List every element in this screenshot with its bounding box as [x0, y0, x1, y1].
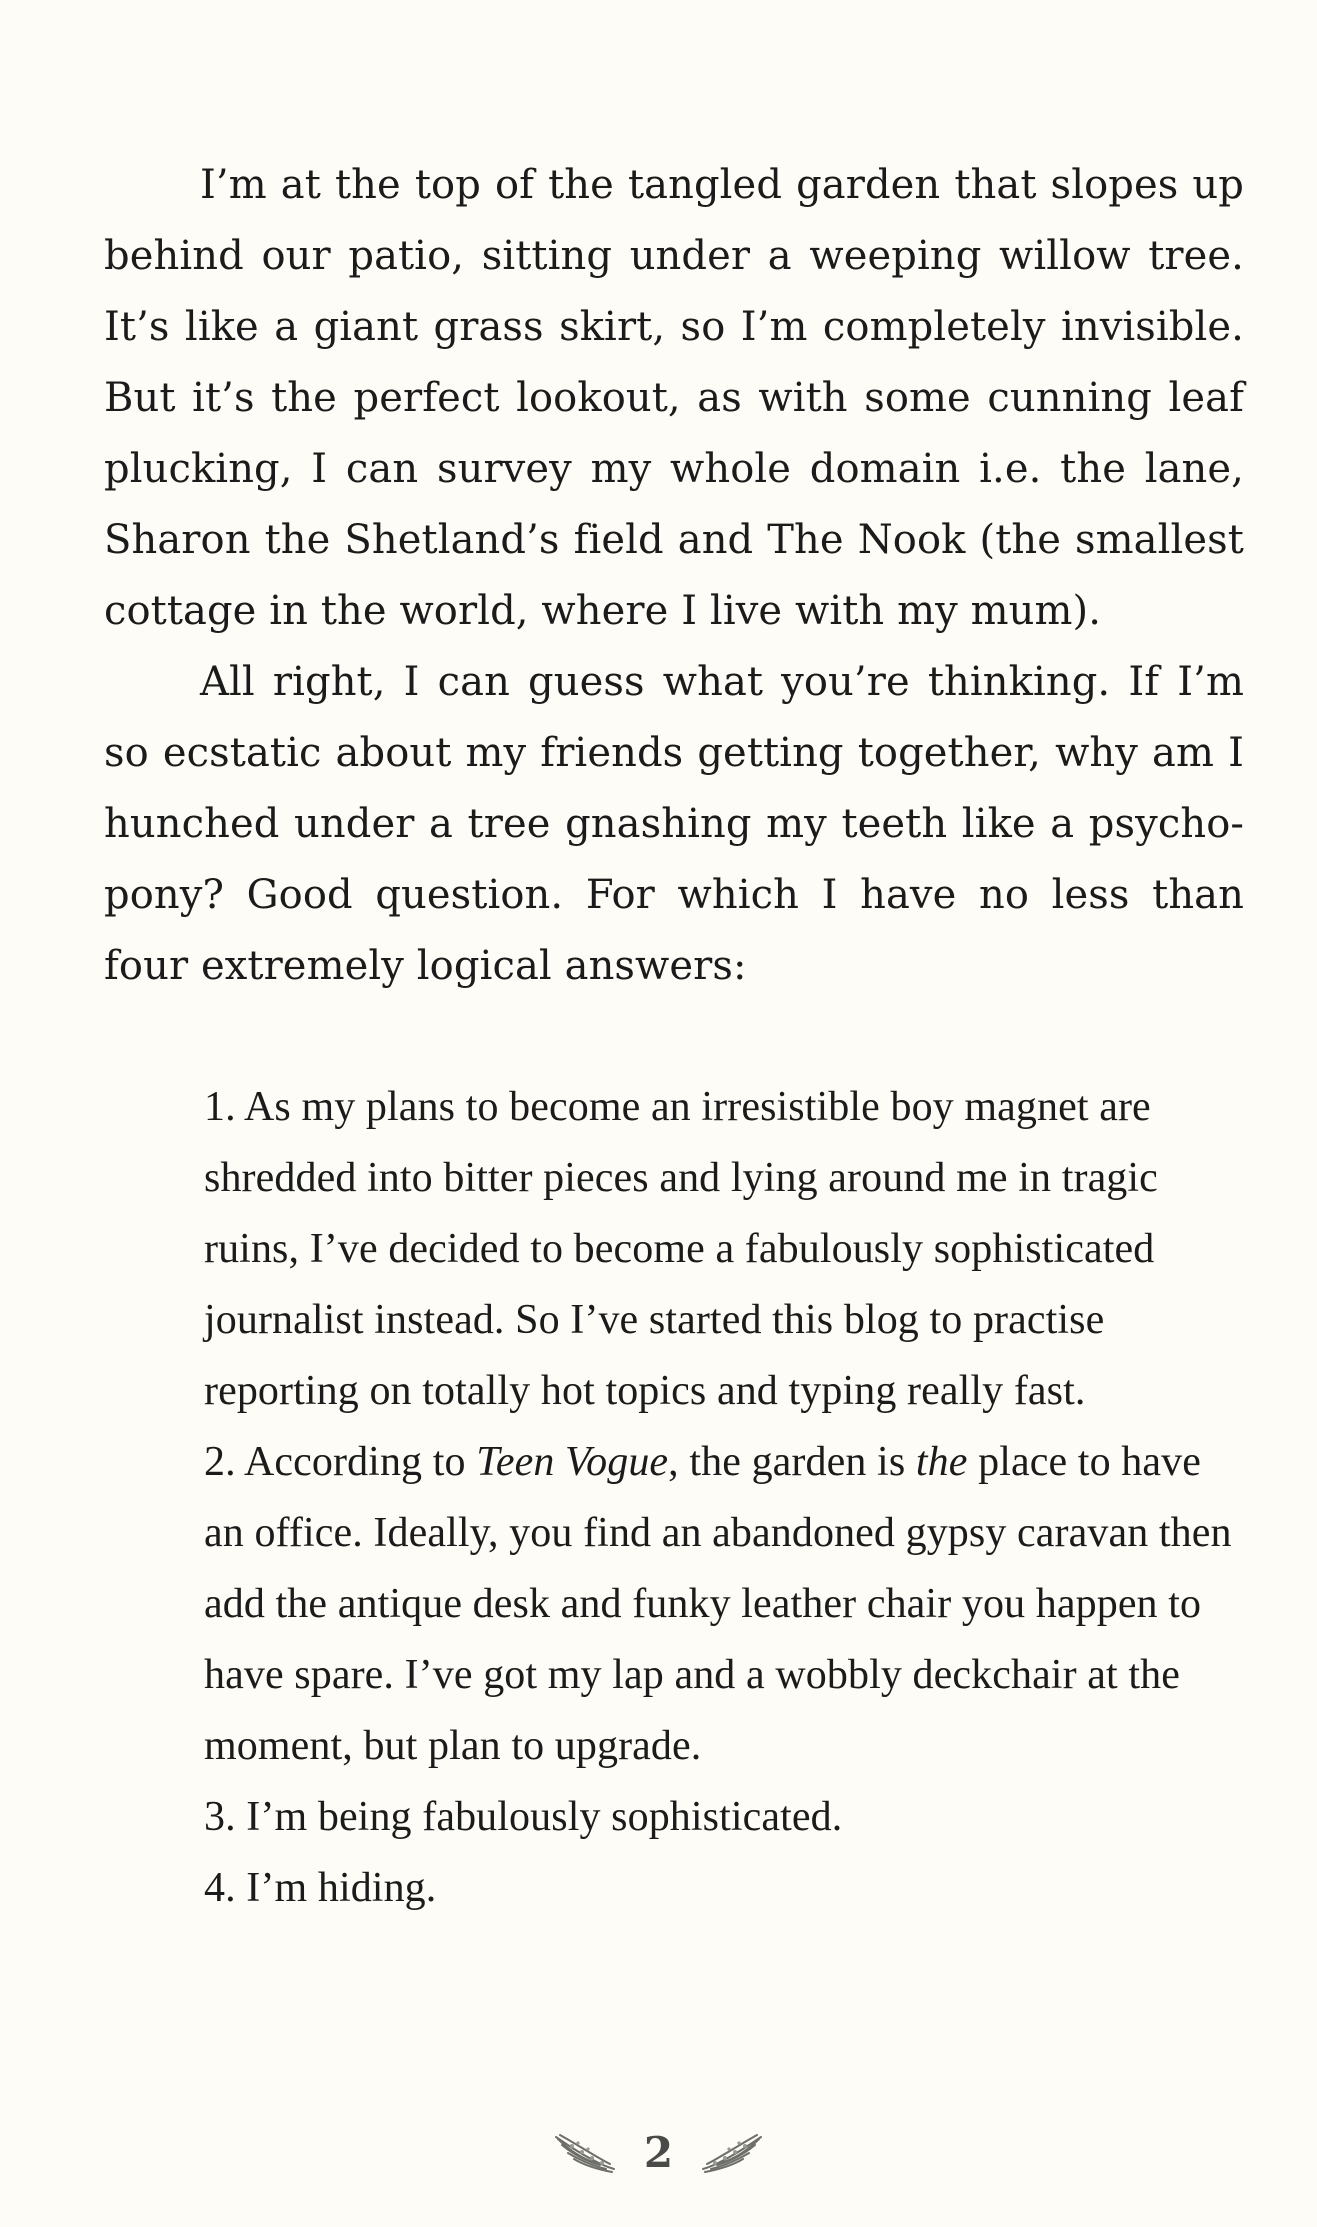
- paragraph-1: I’m at the top of the tangled garden that slopes up behind our patio, sitting under a weeping willow tree. It’s like a giant grass skirt, so I’m completely invisible. But it’s the perfect lookout, as with some cunning leaf plucking, I can survey my whole domain i.e. the lane, Sharon the Shetland’s field and The Nook (the smallest cottage in the world, where I live with my mum).: [104, 162, 1244, 634]
- answer-item-2: [204, 1427, 1244, 1782]
- page-footer: [0, 2118, 1317, 2188]
- wing-right-icon: [699, 2131, 765, 2175]
- paragraph-2: All right, I can guess what you’re thinking. If I’m so ecstatic about my friends getting together, why am I hunched under a tree gnashing my teeth like a psycho-pony? Good question. For which I have no less than four extremely logical answers:: [104, 659, 1244, 989]
- answer-item-2-after: place to have an office. Ideally, you find an abandoned gypsy caravan then add the antique desk and funky leather chair you happen to have spare. I’ve got my lap and a wobbly deckchair at the moment, but plan to upgrade.: [204, 1439, 1232, 1769]
- page-number: 2: [643, 2128, 674, 2177]
- answer-item-3: 3. I’m being fabulously sophisticated.: [204, 1794, 843, 1840]
- answer-item-4: 4. I’m hiding.: [204, 1865, 437, 1911]
- answer-item-2-middle: , the garden is: [668, 1439, 916, 1485]
- answers-list: [104, 1072, 1244, 1924]
- emphasis-word: the: [915, 1439, 968, 1485]
- answer-item-1: 1. As my plans to become an irresistible boy magnet are shredded into bitter pieces and lying around me in tragic ruins, I’ve decided to become a fabulously sophisticated journalist instead. So I’ve started this blog to practise reporting on totally hot topics and typing really fast.: [204, 1084, 1158, 1414]
- body-text: [104, 150, 1244, 1924]
- wing-left-icon: [552, 2131, 618, 2175]
- answer-item-2-before: 2. According to: [204, 1439, 477, 1485]
- magazine-title: Teen Vogue: [476, 1439, 669, 1485]
